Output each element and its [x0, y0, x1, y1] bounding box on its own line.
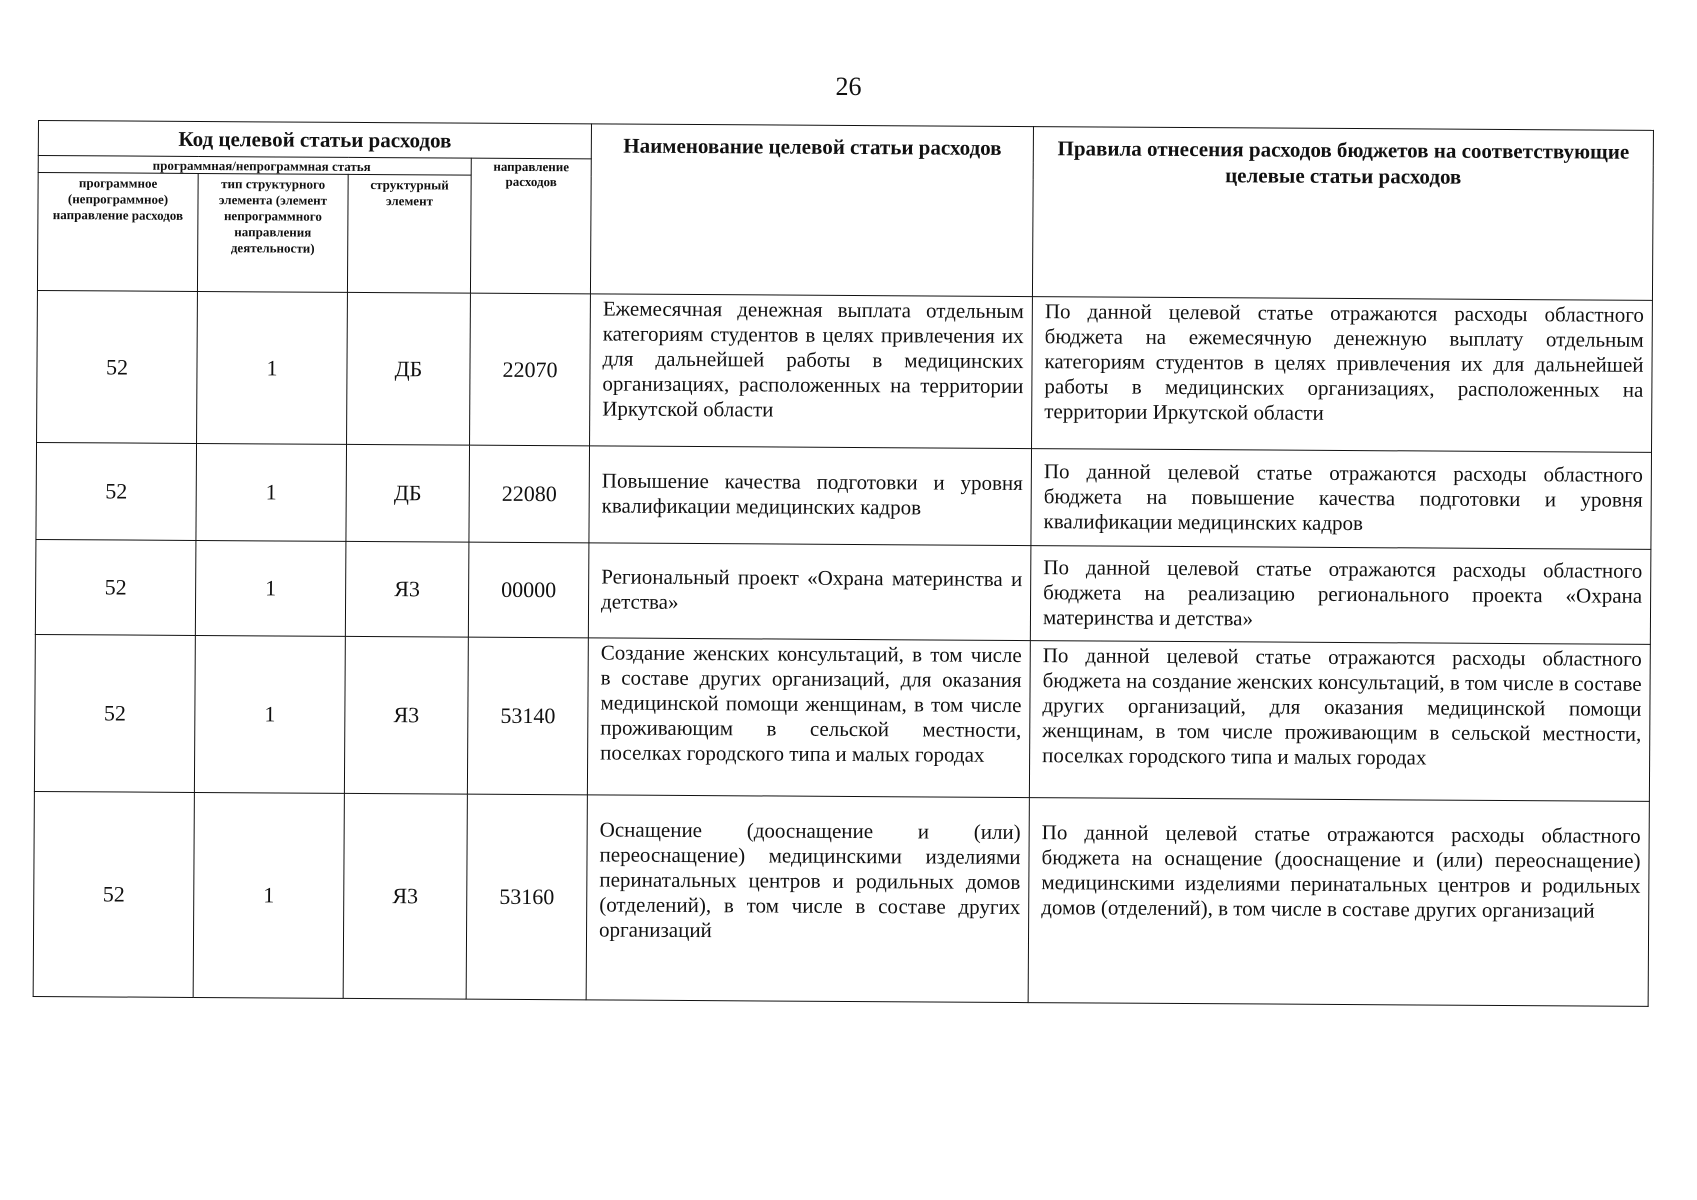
name-header: Наименование целевой статьи расходов — [590, 124, 1033, 297]
direction-code-cell: 00000 — [468, 542, 589, 638]
article-name-cell: Создание женских консультаций, в том числе в составе других организаций, для оказания медицинской помощи женщинам, в том числе проживающим в сельской местности, поселках городского типа и малых городах — [587, 638, 1030, 798]
article-rule-cell: По данной целевой статье отражаются расходы областного бюджета на реализацию регионального проекта «Охрана материнства и детства» — [1030, 546, 1651, 645]
article-name-cell: Оснащение (дооснащение и (или) переоснащение) медицинскими изделиями перинатальных центров и родильных домов (отделений), в том числе в составе других организаций — [586, 795, 1029, 1003]
program-code-cell: 52 — [33, 791, 194, 997]
direction-code-cell: 53140 — [467, 637, 588, 795]
element-code-cell: Я3 — [344, 636, 468, 794]
direction-code-cell: 22080 — [469, 445, 590, 543]
article-rule-cell: По данной целевой статье отражаются расходы областного бюджета на ежемесячную денежную выплату отдельным категориям студентов в целях привлечения их для дальнейшей работы в медицинских организациях, расположенных на территории Иркутской области — [1032, 297, 1653, 453]
program-code-cell: 52 — [35, 539, 196, 635]
structural-element-header: структурный элемент — [347, 174, 471, 293]
rules-header: Правила отнесения расходов бюджетов на соответствующие целевые статьи расходов — [1032, 127, 1653, 301]
element-code-cell: Я3 — [345, 541, 469, 637]
table-row — [33, 791, 1649, 1006]
direction-code-cell: 53160 — [466, 794, 587, 1000]
element-code-cell: ДБ — [347, 292, 471, 445]
table-row — [35, 539, 1651, 644]
program-code-cell: 52 — [36, 442, 197, 540]
program-direction-header: программное (непрограммное) направление расходов — [37, 173, 198, 292]
type-code-cell: 1 — [195, 540, 346, 636]
table-row — [36, 442, 1652, 549]
table-row — [37, 290, 1653, 452]
page-number: 26 — [835, 72, 862, 101]
program-code-cell: 52 — [34, 634, 195, 792]
article-rule-cell: По данной целевой статье отражаются расходы областного бюджета на создание женских консультаций, в том числе в составе других организаций, для оказания медицинской помощи женщинам, в том числе проживающим в сельской местности, поселках городского типа и малых городах — [1029, 641, 1650, 802]
article-name-cell: Региональный проект «Охрана материнства и детства» — [588, 543, 1031, 641]
table-row — [34, 634, 1650, 801]
code-header: Код целевой статьи расходов — [38, 121, 591, 159]
budget-classification-table — [33, 120, 1654, 1007]
structural-type-header: тип структурного элемента (элемент непрограммного направления деятельности) — [197, 173, 348, 292]
direction-header: направление расходов — [470, 158, 591, 294]
article-name-cell: Повышение качества подготовки и уровня квалификации медицинских кадров — [589, 446, 1032, 546]
article-rule-cell: По данной целевой статье отражаются расходы областного бюджета на оснащение (дооснащение и (или) переоснащение) медицинскими изделиями перинатальных центров и родильных домов (отделений), в том числе в составе других организаций — [1028, 798, 1649, 1007]
article-name-cell: Ежемесячная денежная выплата отдельным категориям студентов в целях привлечения их для дальнейшей работы в медицинских организациях, расположенных на территории Иркутской области — [590, 294, 1033, 449]
article-rule-cell: По данной целевой статье отражаются расходы областного бюджета на повышение качества подготовки и уровня квалификации медицинских кадров — [1031, 449, 1652, 550]
program-code-cell: 52 — [37, 290, 198, 443]
direction-code-cell: 22070 — [470, 293, 591, 446]
type-code-cell: 1 — [197, 291, 348, 444]
program-article-header: программная/непрограммная статья — [38, 156, 471, 176]
type-code-cell: 1 — [196, 443, 347, 541]
type-code-cell: 1 — [193, 792, 344, 998]
element-code-cell: Я3 — [343, 793, 467, 999]
type-code-cell: 1 — [194, 635, 345, 793]
element-code-cell: ДБ — [346, 444, 470, 542]
